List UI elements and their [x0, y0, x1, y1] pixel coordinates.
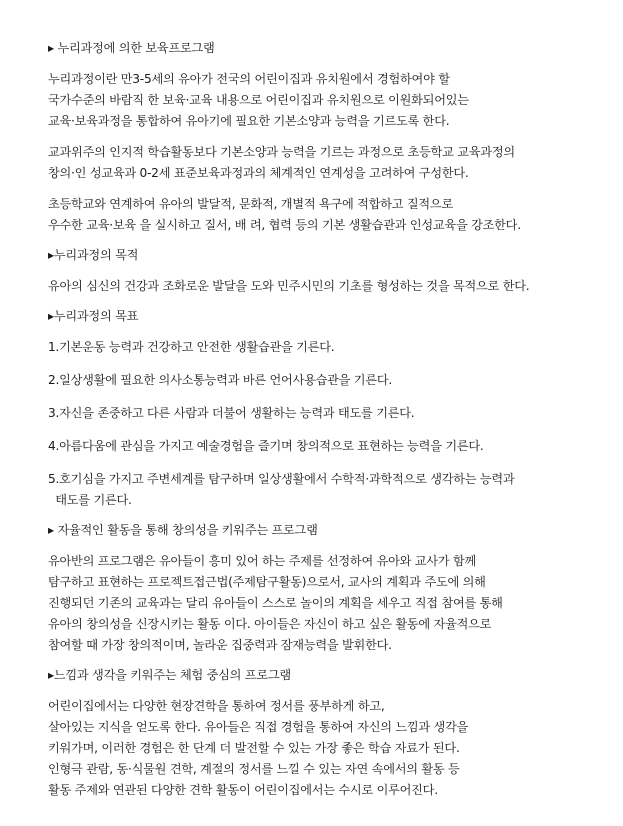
goal-item-4: 4.아름다움에 관심을 가지고 예술경험을 즐기며 창의적으로 표현하는 능력을 기른다.: [48, 439, 484, 453]
paragraph-nuri-emphasis: 초등학교와 연계하여 유아의 발달적, 문화적, 개별적 욕구에 적합하고 질적으로 우수한 교육·보육 을 실시하고 질서, 배 려, 협력 등의 기본 생활습관과 인성교육을 강조한다.: [48, 197, 521, 232]
section-heading-goals: ▸누리과정의 목표: [48, 309, 139, 323]
section-heading-nuri-program: ▸ 누리과정에 의한 보육프로그램: [48, 41, 215, 55]
goal-item-1: 1.기본운동 능력과 건강하고 안전한 생활습관을 기른다.: [48, 340, 335, 354]
paragraph-nuri-composition: 교과위주의 인지적 학습활동보다 기본소양과 능력을 기르는 과정으로 초등학교 교육과정의 창의·인 성교육과 0-2세 표준보육과정과의 체계적인 연계성을 고려하여 구성한다.: [48, 145, 515, 180]
goal-item-2: 2.일상생활에 필요한 의사소통능력과 바른 언어사용습관을 기른다.: [48, 373, 392, 387]
paragraph-purpose: 유아의 심신의 건강과 조화로운 발달을 도와 민주시민의 기초를 형성하는 것을 목적으로 한다.: [48, 279, 530, 293]
section-heading-purpose: ▸누리과정의 목적: [48, 248, 139, 262]
paragraph-nuri-definition: 누리과정이란 만3-5세의 유아가 전국의 어린이집과 유치원에서 경험하여야 할 국가수준의 바람직 한 보육·교육 내용으로 어린이집과 유치원으로 이원화되어있는 교육·보육과정을 통합하여 유아기에 필요한 기본소양과 능력을 기르도록 한다.: [48, 72, 469, 128]
goal-item-5: 5.호기심을 가지고 주변세계를 탐구하며 일상생활에서 수학적·과학적으로 생각하는 능력과 태도를 기른다.: [48, 472, 515, 507]
paragraph-field-trips: 어린이집에서는 다양한 현장견학을 통하여 정서를 풍부하게 하고, 살아있는 지식을 얻도록 한다. 유아들은 직접 경험을 통하여 자신의 느낌과 생각을 키워가며, 이러한 경험은 한 단계 더 발전할 수 있는 가장 좋은 학습 자료가 된다. 인형극 관람, 동·식물원 견학, 계절의 정서를 느낄 수 있는 자연 속에서의 활동 등 활동 주제와 연관된 다양한 견학 활동이 어린이집에서는 수시로 이루어진다.: [48, 699, 469, 797]
paragraph-project-approach: 유아반의 프로그램은 유아들이 흥미 있어 하는 주제를 선정하여 유아와 교사가 함께 탐구하고 표현하는 프로젝트접근법(주제탐구활동)으로서, 교사의 계획과 주도에 의해 진행되던 기존의 교육과는 달리 유아들이 스스로 놀이의 계획을 세우고 직접 참여를 통해 유아의 창의성을 신장시키는 활동 이다. 아이들은 자신이 하고 싶은 활동에 자율적으로 참여할 때 가장 창의적이며, 놀라운 집중력과 잠재능력을 발휘한다.: [48, 554, 503, 652]
section-heading-experience-program: ▸느낌과 생각을 키워주는 체험 중심의 프로그램: [48, 668, 291, 682]
goal-item-3: 3.자신을 존중하고 다른 사람과 더불어 생활하는 능력과 태도를 기른다.: [48, 406, 415, 420]
section-heading-autonomous-activity: ▸ 자율적인 활동을 통해 창의성을 키워주는 프로그램: [48, 523, 318, 537]
